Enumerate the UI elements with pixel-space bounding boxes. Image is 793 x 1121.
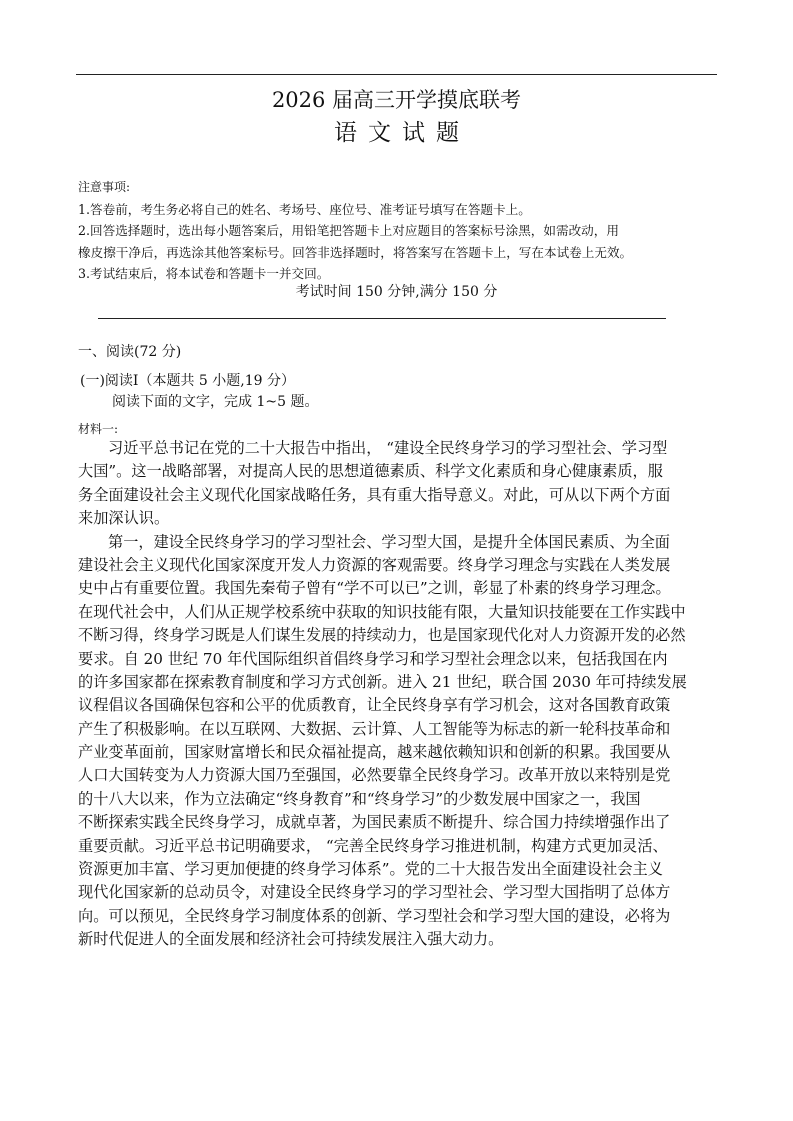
top-rule [76, 74, 717, 75]
exam-time-info: 考试时间 150 分钟,满分 150 分 [295, 284, 498, 300]
passage-line: 史中占有重要位置。我国先秦荀子曾有“学不可以已”之训，彰显了朴素的终身学习理念。 [78, 579, 671, 598]
passage-line: 在现代社会中，人们从正规学校系统中获取的知识技能有限，大量知识技能要在工作实践中 [78, 602, 686, 621]
instruction-text: 阅读下面的文字，完成 1~5 题。 [112, 394, 319, 410]
passage-line: 现代化国家新的总动员令，对建设全民终身学习的学习型社会、学习型大国指明了总体方 [78, 883, 671, 902]
section-divider [98, 318, 666, 319]
subject-title: 语文试题 [334, 120, 470, 146]
passage [78, 437, 728, 952]
passage-line: 议程倡议各国确保包容和公平的优质教育，让全民终身享有学习机会，这对各国教育政策 [78, 696, 671, 715]
notice-heading: 注意事项: [78, 180, 131, 194]
passage-line: 产生了积极影响。在以互联网、大数据、云计算、人工智能等为标志的新一轮科技革命和 [78, 719, 671, 738]
passage-line: 大国”。这一战略部署，对提高人民的思想道德素质、科学文化素质和身心健康素质，服 [78, 462, 663, 481]
notice-line: 橡皮擦干净后，再选涂其他答案标号。回答非选择题时，将答案写在答题卡上，写在本试卷上无效。 [78, 244, 633, 260]
material-label: 材料一: [78, 422, 119, 436]
passage-line: 新时代促进人的全面发展和经济社会可持续发展注入强大动力。 [78, 930, 504, 949]
passage-line: 不断探索实践全民终身学习，成就卓著，为国民素质不断提升、综合国力持续增强作出了 [78, 813, 671, 832]
subsection-heading: (一)阅读Ⅰ（本题共 5 小题,19 分） [80, 373, 295, 389]
notice-block [78, 177, 728, 285]
notice-line: 1.答卷前，考生务必将自己的姓名、考场号、座位号、准考证号填写在答题卡上。 [78, 201, 531, 217]
passage-line: 产业变革面前，国家财富增长和民众福祉提高，越来越依赖知识和创新的积累。我国要从 [78, 743, 671, 762]
passage-line: 务全面建设社会主义现代化国家战略任务，具有重大指导意义。对此，可从以下两个方面 [78, 485, 671, 504]
passage-line: 的许多国家都在探索教育制度和学习方式创新。进入 21 世纪，联合国 2030 年可持续发展 [78, 672, 687, 691]
section-heading: 一、阅读(72 分) [78, 344, 182, 360]
notice-line: 2.回答选择题时，选出每小题答案后，用铅笔把答题卡上对应题目的答案标号涂黑，如需改动，用 [78, 223, 619, 238]
passage-line: 习近平总书记在党的二十大报告中指出， “建设全民终身学习的学习型社会、学习型 [108, 439, 668, 457]
exam-title: 2026 届高三开学摸底联考 [271, 88, 522, 112]
passage-line: 资源更加丰富、学习更加便捷的终身学习体系”。党的二十大报告发出全面建设社会主义 [78, 860, 663, 879]
notice-line: 3.考试结束后，将本试卷和答题卡一并交回。 [78, 266, 330, 281]
passage-line: 第一，建设全民终身学习的学习型社会、学习型大国，是提升全体国民素质、为全面 [108, 532, 670, 551]
passage-line: 来加深认识。 [78, 509, 170, 528]
passage-line: 向。可以预见，全民终身学习制度体系的创新、学习型社会和学习型大国的建设，必将为 [78, 906, 671, 925]
passage-line: 人口大国转变为人力资源大国乃至强国，必然要靠全民终身学习。改革开放以来特别是党 [78, 766, 671, 785]
passage-line: 建设社会主义现代化国家深度开发人力资源的客观需要。终身学习理念与实践在人类发展 [78, 555, 671, 574]
passage-line: 重要贡献。习近平总书记明确要求， “完善全民终身学习推进机制，构建方式更加灵活、 [78, 836, 668, 855]
passage-line: 的十八大以来，作为立法确定“终身教育”和“终身学习”的少数发展中国家之一，我国 [78, 789, 641, 808]
passage-line: 要求。自 20 世纪 70 年代国际组织首倡终身学习和学习型社会理念以来，包括我国在内 [78, 649, 668, 668]
passage-line: 不断习得，终身学习既是人们谋生发展的持续动力，也是国家现代化对人力资源开发的必然 [78, 626, 686, 645]
